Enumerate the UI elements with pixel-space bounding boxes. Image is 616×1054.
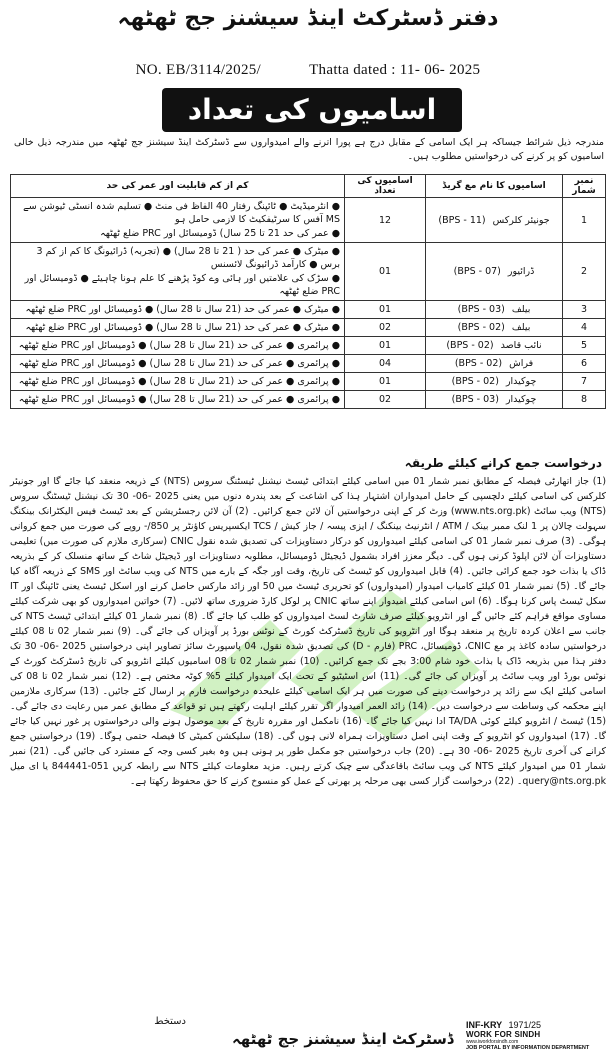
row-qualification: [11, 243, 345, 301]
row-count: 01: [345, 243, 426, 301]
row-post: [426, 337, 563, 355]
date-line: Thatta dated : 11- 06- 2025: [309, 62, 481, 78]
post-grade: (BPS - 02): [446, 340, 494, 351]
qualification-line: ● میٹرک ● عمر کی حد (21 سال تا 28 سال) ● ڈومیسائل اور PRC ضلع ٹھٹھہ: [25, 322, 340, 333]
portal-url: www.iworkforsindh.com: [466, 1039, 519, 1045]
row-serial: 5: [563, 337, 606, 355]
row-qualification: [11, 373, 345, 391]
qualification-line: ● پرائمری ● عمر کی حد (21 سال تا 28 سال) ● ڈومیسائل اور PRC ضلع ٹھٹھہ: [18, 376, 340, 387]
table-row: [11, 243, 606, 301]
qualification-line: ● پرائمری ● عمر کی حد (21 سال تا 28 سال) ● ڈومیسائل اور PRC ضلع ٹھٹھہ: [18, 394, 340, 405]
row-serial: 6: [563, 355, 606, 373]
post-grade: (BPS - 02): [451, 376, 499, 387]
post-grade: (BPS - 11): [438, 214, 486, 226]
row-serial: 4: [563, 319, 606, 337]
table-row: [11, 373, 606, 391]
row-qualification: [11, 301, 345, 319]
row-serial: 2: [563, 243, 606, 301]
row-qualification: [11, 391, 345, 409]
post-grade: (BPS - 03): [451, 394, 499, 405]
header-serial: نمبر شمار: [563, 175, 606, 198]
qualification-line: ● سڑک کی علامتیں اور ہائی وے کوڈ پڑھنے کا علم ہونا چاہیئے ● ڈومیسائل اور PRC ضلع ٹھٹھہ: [24, 273, 340, 297]
row-serial: 7: [563, 373, 606, 391]
inf-number: 1971/25: [508, 1020, 542, 1030]
row-serial: 8: [563, 391, 606, 409]
portal-department: JOB PORTAL BY INFORMATION DEPARTMENT: [466, 1045, 590, 1051]
row-post: [426, 373, 563, 391]
post-name: نائب قاصد: [500, 340, 542, 351]
qualification-line: ● میٹرک ● عمر کی حد (21 سال تا 28 سال) ● ڈومیسائل اور PRC ضلع ٹھٹھہ: [25, 304, 340, 315]
instructions-text: (1) جاز اتھارٹی فیصلہ کے مطابق نمبر شمار 01 میں اسامی کیلئے ابتدائی ٹیسٹ نیشنل ٹیسٹنگ سروس (NTS) کے ذریعہ منعقد کیا جائے گا اور جونیئر کلرکس کی اسامی کیلئے دلچسپی کے حامل امیدواران اشتہار ہذا کی اشاعت کے بعد پندرہ دنوں میں یعنی 2025 -06- 30 تک نیشنل ٹیسٹنگ سروس (NTS) ویب سائٹ (www.nts.org.pk) وزٹ کر کے اپنی درخواستیں آن لائن جمع کرائیں۔ (2) آن لائن رجسٹریشن کے بعد ٹیسٹ فیس الیکٹرانک بینکنگ سہولت چالان پر 1 لنک ممبر بینک / ATM / انٹرنیٹ بینکنگ / ایزی پیسہ / جاز کیش / TCS ایکسپریس کاؤنٹر پر 850/- روپے کی صورت میں جمع کروانی ہوگی۔ (3) صرف نمبر شمار 01 کی اسامی کیلئے امیدواروں کو درکار دستاویزات کی تصدیق شدہ نقول CNIC (سرکاری ملازم کی صورت میں) تعلیمی دستاویزات آن لائن اپلوڈ کرنی ہوں گی۔ دیگر معزز افراد بشمول ڈیجیٹل ڈومیسائل، مطلوبہ دستاویزات اور ڈیجیٹل شاٹ کے ساتھ منسلک کر کے بذریعہ ڈاک یا بذات خود جمع کرائی جائیں۔ (4) قابل امیدواروں کو ٹیسٹ کی تاریخ، وقت اور جگہ کے بارے میں NTS کی ویب سائٹ اور SMS کے ذریعہ آگاہ کیا جائے گا۔ (5) نمبر شمار 01 کیلئے کامیاب امیدوار (امیدواروں) کو تحریری ٹیسٹ میں 50 اور زائد مارکس حاصل کرنے اور اسکل ٹیسٹ یعنی ٹائپنگ اور IT سکل ٹیسٹ پاس کرنا ہوگا۔ (6) اس اسامی کیلئے امیدوار اپنے ساتھ CNIC پر لوکل کارڈ ضروری ساتھ لائیں۔ (7) خواتین امیدواروں کو بھی شرکت کیلئے مساوی مواقع فراہم کئے جائیں گے اور انٹرویو کیلئے صرف شارٹ لسٹ امیدواروں کو طلب کیا جائے گا۔ (8) نمبر شمار 01 کیلئے ابتدائی ٹیسٹ NTS کی جانب سے اعلان کردہ تاریخ پر منعقد ہوگا اور انٹرویو کی تاریخ ڈسٹرکٹ کورٹ کے نوٹس بورڈ پر آویزاں کی جائے گی۔ (9) نمبر شمار 02 تا 08 کیلئے درخواستیں سادہ کاغذ پر مع CNIC، ڈومیسائل، PRC (فارم - D) کی تصدیق شدہ نقول، 04 پاسپورٹ سائز تصاویر اپنی درخواستیں 2025 -06- 30 تک دفتر ہذا میں بذریعہ ڈاک یا بذات خود شام 3:00 بجے تک جمع کرائیں۔ (10) نمبر شمار 02 تا 08 اسامیوں کیلئے انٹرویو کی تاریخ ڈسٹرکٹ کورٹ کے نوٹس بورڈ اور ویب سائٹ پر آویزاں کی جائے گی۔ (11) اس اسٹیٹیو کے تحت ایک امیدوار کیلئے 5% کوٹہ مختص ہے۔ (12) نمبر شمار 02 تا 08 کی اسامی کیلئے ایک سے زائد پر درخواست دینے کی صورت میں ہر ایک اسامی کیلئے علیحدہ درخواست فارم پر ارسال کئے جائیں۔ (13) سرکاری ملازمین اپنے محکمہ کی وساطت سے درخواست دیں۔ (14) زائد العمر امیدوار اگر تقرر کیلئے اہلیت رکھتے ہیں تو قواعد کے مطابق عمر میں رعایت دی جائے گی۔ (15) ٹیسٹ / انٹرویو کیلئے کوئی TA/DA ادا نہیں کیا جائے گا۔ (16) نامکمل اور مقررہ تاریخ کے بعد موصول ہونے والی درخواستوں پر غور نہیں کیا جائے گا۔ (17) امیدواروں کو انٹرویو کے وقت اپنی اصل دستاویزات ہمراہ لانی ہوں گی۔ (18) سلیکشن کمیٹی کا فیصلہ حتمی ہوگا۔ (19) درخواستیں جمع کرانے کی آخری تاریخ 2025 -06- 30 ہے۔ (20) جاب درخواستیں جو مکمل طور پر ہونی ہیں وہ بغیر کسی وجہ کے مسترد کی جائیں گی۔ (21) نمبر شمار 01 میں امیدوار کیلئے NTS کی ویب سائٹ باقاعدگی سے چیک کرتے رہیں۔ مزید معلومات کیلئے NTS سے رابطہ کریں 051-844441 یا ای میل query@nts.org.pk۔ (22) درخواست گزار کسی بھی مرحلہ پر بھرتی کے عمل کو منسوخ کرنے کا حق محفوظ رکھتا ہے۔: [10, 476, 607, 787]
reference-line: [0, 62, 616, 79]
qualification-line: ● انٹرمیڈیٹ ● ٹائپنگ رفتار 40 الفاظ فی منٹ ● تسلیم شدہ انسٹی ٹیوشن سے MS آفس کا سرٹیفکیٹ کا لازمی حامل ہو: [23, 201, 340, 225]
how-to-apply-title: درخواست جمع کرانے کیلئے طریقہ: [404, 456, 602, 470]
post-grade: (BPS - 02): [457, 322, 505, 333]
intro-paragraph: مندرجہ ذیل شرائط جیساکہ ہر ایک اسامی کے مقابل درج ہے پورا اترنے والے امیدواروں سے ڈسٹرکٹ اینڈ سیشنز جج ٹھٹھہ میں مندرجہ ذیل خالی اسامیوں کو پر کرنے کی درخواستیں مطلوب ہیں۔: [14, 137, 604, 162]
table-row: [11, 301, 606, 319]
row-serial: 1: [563, 198, 606, 243]
row-post: [426, 319, 563, 337]
inf-code: [466, 1020, 606, 1030]
post-name: فراش: [509, 358, 534, 369]
vacancies-table: [10, 174, 606, 409]
reference-number: NO. EB/3114/2025/: [135, 62, 262, 78]
row-post: [426, 243, 563, 301]
row-count: 02: [345, 319, 426, 337]
header-post: اسامیوں کا نام مع گریڈ: [426, 175, 563, 198]
qualification-line: ● عمر کی حد 21 تا 25 سال) ڈومیسائل اور PRC ضلع ٹھٹھہ: [100, 228, 340, 239]
post-name: چوکیدار: [505, 394, 537, 405]
office-title: دفتر ڈسٹرکٹ اینڈ سیشنز جج ٹھٹھہ: [117, 6, 499, 31]
post-grade: (BPS - 02): [454, 358, 503, 369]
row-count: 04: [345, 355, 426, 373]
table-row: [11, 337, 606, 355]
header-count: اسامیوں کی تعداد: [345, 175, 426, 198]
qualification-line: ● میٹرک ● عمر کی حد ( 21 تا 28 سال) ● (تجربہ) ڈرائیونگ کا کم از کم 3 برس ● کارآمد ڈرائیونگ لائسنس: [36, 246, 340, 270]
table-row: [11, 319, 606, 337]
row-serial: 3: [563, 301, 606, 319]
row-qualification: [11, 337, 345, 355]
table-row: [11, 355, 606, 373]
row-count: 01: [345, 373, 426, 391]
signatory-name: ڈسٹرکٹ اینڈ سیشنز جج ٹھٹھہ: [232, 1030, 454, 1048]
post-grade: (BPS - 03): [457, 304, 505, 315]
post-name: ڈرائیور: [507, 266, 535, 277]
row-count: 01: [345, 337, 426, 355]
post-grade: (BPS - 07): [453, 266, 501, 277]
post-name: بیلف: [511, 322, 531, 333]
row-post: [426, 355, 563, 373]
qualification-line: ● پرائمری ● عمر کی حد (21 سال تا 28 سال) ● ڈومیسائل اور PRC ضلع ٹھٹھہ: [18, 340, 340, 351]
row-post: [426, 391, 563, 409]
footer-block: [466, 1020, 606, 1052]
signature-label: دستخط: [154, 1016, 186, 1027]
post-name: جونیئر کلرکس: [492, 214, 550, 226]
post-name: چوکیدار: [505, 376, 537, 387]
row-qualification: [11, 355, 345, 373]
row-count: 01: [345, 301, 426, 319]
row-qualification: [11, 319, 345, 337]
post-name: بیلف: [511, 304, 531, 315]
row-count: 12: [345, 198, 426, 243]
inf-prefix: INF-KRY: [466, 1020, 502, 1030]
row-count: 02: [345, 391, 426, 409]
table-row: [11, 391, 606, 409]
row-post: [426, 198, 563, 243]
work-for-sindh-logo: WORK FOR SINDH: [466, 1030, 541, 1039]
vacancies-banner: اسامیوں کی تعداد: [162, 88, 462, 132]
table-header-row: [11, 175, 606, 198]
qualification-line: ● پرائمری ● عمر کی حد (21 سال تا 28 سال) ● ڈومیسائل اور PRC ضلع ٹھٹھہ: [18, 358, 340, 369]
header-qualification: کم از کم قابلیت اور عمر کی حد: [11, 175, 345, 198]
table-row: [11, 198, 606, 243]
row-post: [426, 301, 563, 319]
row-qualification: [11, 198, 345, 243]
